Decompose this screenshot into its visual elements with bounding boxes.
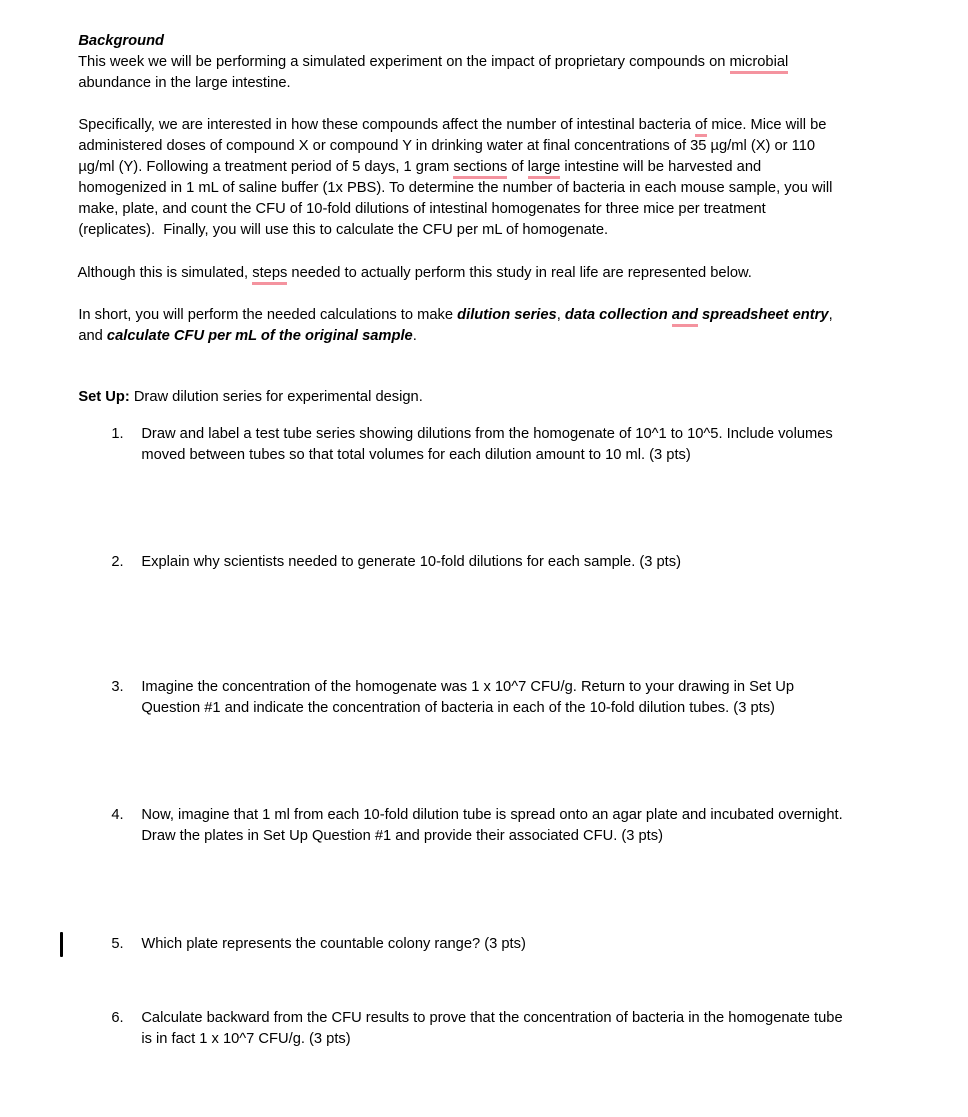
summary-text: and — [78, 328, 107, 344]
question-text: Draw and label a test tube series showing dilutions from the homogenate of 10^1 to 10^5. Include volumes — [141, 426, 833, 442]
question-text: Calculate backward from the CFU results to prove that the concentration of bacteria in the homogenate tube — [141, 1010, 843, 1026]
question-text: Explain why scientists needed to generate 10-fold dilutions for each sample. (3 pts) — [141, 554, 681, 570]
question-number: 1. — [111, 426, 124, 442]
misspelled-word: sections — [453, 159, 507, 179]
question-6-line-2 — [125, 1008, 351, 1071]
question-number: 6. — [111, 1010, 124, 1026]
methods-text: (replicates). Finally, you will use this to calculate the CFU per mL of homogenate. — [78, 222, 609, 238]
question-2-line-1 — [95, 531, 681, 594]
misspelled-word: and — [672, 307, 698, 327]
intro-text: This week we will be performing a simulated experiment on the impact of proprietary compounds on — [78, 54, 730, 70]
summary-text: , — [828, 307, 833, 323]
methods-text: make, plate, and count the CFU of 10-fold dilutions of intestinal homogenates for three mice per treatment — [78, 201, 766, 217]
methods-text: mice. Mice will be — [707, 117, 827, 133]
question-text: Question #1 and indicate the concentration of bacteria in each of the 10-fold dilution tubes. (3 pts) — [141, 700, 775, 716]
question-text: Which plate represents the countable colony range? (3 pts) — [141, 936, 526, 952]
question-text: moved between tubes so that total volumes for each dilution amount to 10 ml. (3 pts) — [141, 447, 691, 463]
question-3-line-2 — [125, 677, 775, 740]
summary-text: , — [556, 307, 565, 323]
question-number: 4. — [111, 807, 124, 823]
heading-text: Background — [78, 33, 165, 49]
misspelled-word: of — [695, 117, 707, 137]
setup-label: Set Up: — [78, 389, 130, 405]
methods-text: administered doses of compound X or compound Y in drinking water at final concentrations of 35 µg/ml (X) or 110 — [78, 138, 816, 154]
question-number: 3. — [111, 679, 124, 695]
question-text: Draw the plates in Set Up Question #1 and provide their associated CFU. (3 pts) — [141, 828, 663, 844]
methods-text: Specifically, we are interested in how these compounds affect the number of intestinal bacteria — [78, 117, 696, 133]
setup-text: Draw dilution series for experimental design. — [129, 389, 423, 405]
summary-emphasis: spreadsheet entry — [697, 307, 829, 323]
intro-text: abundance in the large intestine. — [78, 75, 291, 91]
summary-text: . — [412, 328, 417, 344]
summary-emphasis: calculate CFU per mL of the original sample — [106, 328, 413, 344]
methods-text: intestine will be harvested and — [560, 159, 762, 175]
note-text: Although this is simulated, — [77, 265, 253, 281]
methods-text: of — [507, 159, 528, 175]
question-1-line-2 — [125, 424, 691, 487]
methods-text: µg/ml (Y). Following a treatment period of 5 days, 1 gram — [78, 159, 454, 175]
summary-line-2 — [62, 305, 417, 368]
misspelled-word: microbial — [730, 54, 789, 74]
question-text: is in fact 1 x 10^7 CFU/g. (3 pts) — [141, 1031, 351, 1047]
question-4-line-2 — [125, 805, 663, 868]
question-number: 5. — [111, 936, 124, 952]
summary-emphasis: data collection — [564, 307, 672, 323]
question-text: Imagine the concentration of the homogenate was 1 x 10^7 CFU/g. Return to your drawing in Set Up — [141, 679, 795, 695]
question-text: Now, imagine that 1 ml from each 10-fold dilution tube is spread onto an agar plate and incubated overnight. — [141, 807, 843, 823]
misspelled-word: large — [528, 159, 561, 179]
question-number: 2. — [111, 554, 124, 570]
methods-text: homogenized in 1 mL of saline buffer (1x PBS). To determine the number of bacteria in each mouse sample, you will — [78, 180, 833, 196]
text-cursor — [60, 932, 63, 957]
misspelled-word: steps — [252, 265, 287, 285]
note-text: needed to actually perform this study in real life are represented below. — [287, 265, 752, 281]
summary-emphasis: dilution series — [457, 307, 557, 323]
question-5-line-1 — [95, 913, 526, 976]
summary-text: In short, you will perform the needed calculations to make — [78, 307, 458, 323]
